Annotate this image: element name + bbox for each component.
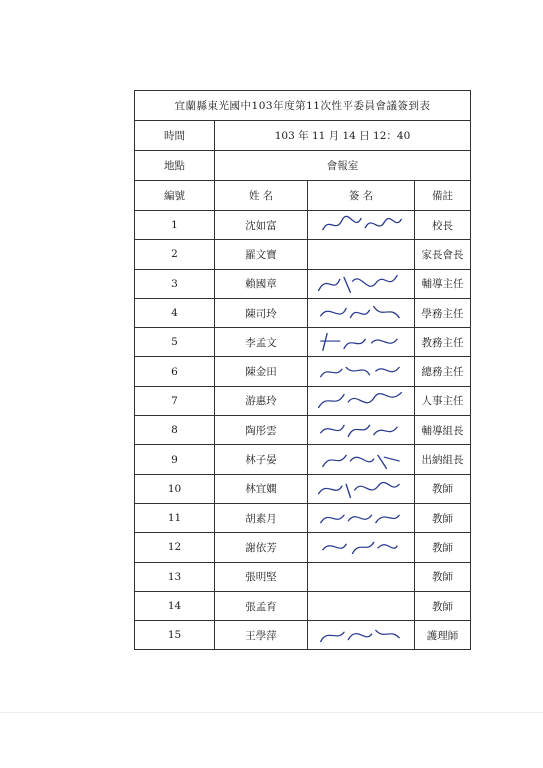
role-note: 校長 [415,211,471,240]
role-note: 教師 [415,562,471,591]
attendee-name: 沈如富 [215,211,308,240]
attendee-name: 林子晏 [215,445,308,474]
row-number: 13 [135,562,215,591]
signature-scribble [308,328,414,356]
row-number: 15 [135,621,215,650]
attendee-name: 游惠玲 [215,386,308,415]
attendee-name: 張明堅 [215,562,308,591]
signature-scribble [308,446,414,474]
signature-cell [308,562,415,591]
role-note: 學務主任 [415,298,471,327]
signature-cell [308,474,415,503]
signature-cell [308,621,415,650]
place-value: 會報室 [215,151,471,181]
role-note: 教師 [415,591,471,620]
table-row [135,445,471,474]
column-header-name: 姓 名 [215,181,308,211]
signature-scribble [308,533,414,561]
table-row [135,357,471,386]
attendee-name: 陶彤雲 [215,416,308,445]
table-row [135,328,471,357]
signature-scribble [308,387,414,415]
role-note: 教師 [415,533,471,562]
attendee-name: 林宜嫻 [215,474,308,503]
signature-scribble [308,504,414,532]
table-row [135,386,471,415]
signature-cell [308,357,415,386]
column-header-signature: 簽 名 [308,181,415,211]
signature-cell [308,211,415,240]
signature-scribble [308,211,414,239]
signature-cell [308,445,415,474]
signature-cell [308,328,415,357]
scan-edge-line [0,712,543,713]
attendee-name: 張孟育 [215,591,308,620]
row-number: 4 [135,298,215,327]
column-header-note: 備註 [415,181,471,211]
signature-cell [308,240,415,269]
row-number: 10 [135,474,215,503]
attendee-name: 陳金田 [215,357,308,386]
signature-scribble [308,475,414,503]
sign-in-sheet [134,90,471,650]
place-label: 地點 [135,151,215,181]
table-row [135,298,471,327]
role-note: 總務主任 [415,357,471,386]
row-number: 3 [135,269,215,298]
row-number: 1 [135,211,215,240]
role-note: 輔導組長 [415,416,471,445]
attendee-name: 謝依芳 [215,533,308,562]
table-row [135,562,471,591]
table-row [135,503,471,532]
table-row [135,621,471,650]
table-row [135,533,471,562]
attendee-name: 賴國章 [215,269,308,298]
table-row [135,474,471,503]
table-row [135,211,471,240]
role-note: 出納組長 [415,445,471,474]
column-header-row [135,181,471,211]
attendee-name: 陳司玲 [215,298,308,327]
column-header-number: 編號 [135,181,215,211]
row-number: 9 [135,445,215,474]
role-note: 人事主任 [415,386,471,415]
attendee-name: 王學萍 [215,621,308,650]
signature-cell [308,298,415,327]
attendee-name: 胡素月 [215,503,308,532]
role-note: 教師 [415,474,471,503]
row-number: 5 [135,328,215,357]
role-note: 護理師 [415,621,471,650]
signature-cell [308,386,415,415]
signature-scribble [308,299,414,327]
signature-scribble [308,621,414,649]
row-number: 12 [135,533,215,562]
signature-cell [308,591,415,620]
attendee-name: 李孟文 [215,328,308,357]
row-number: 7 [135,386,215,415]
signature-cell [308,416,415,445]
signature-scribble [308,358,414,386]
signature-scribble [308,270,414,298]
signature-cell [308,269,415,298]
signature-cell [308,533,415,562]
table-row [135,416,471,445]
signature-cell [308,503,415,532]
role-note: 輔導主任 [415,269,471,298]
table-row [135,591,471,620]
role-note: 家長會長 [415,240,471,269]
table-row [135,269,471,298]
row-number: 8 [135,416,215,445]
time-value: 103 年 11 月 14 日 12：40 [215,121,471,151]
sheet-title: 宜蘭縣東光國中103年度第11次性平委員會議簽到表 [135,91,471,121]
role-note: 教務主任 [415,328,471,357]
role-note: 教師 [415,503,471,532]
row-number: 2 [135,240,215,269]
row-number: 14 [135,591,215,620]
row-number: 6 [135,357,215,386]
row-number: 11 [135,503,215,532]
signature-scribble [308,416,414,444]
table-row [135,240,471,269]
time-label: 時間 [135,121,215,151]
attendee-name: 羅文寶 [215,240,308,269]
